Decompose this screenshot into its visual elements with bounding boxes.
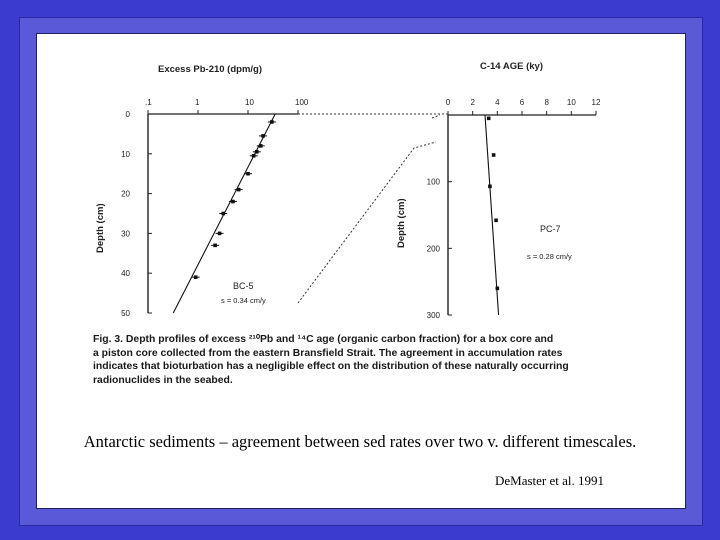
pb210-x-label: Excess Pb-210 (dpm/g) bbox=[158, 64, 263, 75]
c14-y-tick-label: 300 bbox=[426, 311, 440, 320]
c14-data-point bbox=[487, 117, 491, 121]
depth-connector-top bbox=[432, 115, 440, 118]
pb210-y-tick-label: 40 bbox=[121, 269, 130, 279]
c14-y-label: Depth (cm) bbox=[396, 198, 407, 248]
pb210-core-label: BC-5 bbox=[233, 281, 254, 291]
depth-connector-diagonal bbox=[298, 142, 436, 303]
pb210-y-label: Depth (cm) bbox=[95, 203, 106, 253]
pb210-x-ticks bbox=[145, 98, 309, 114]
c14-x-ticks bbox=[446, 98, 601, 115]
pb210-data-points bbox=[192, 120, 276, 279]
pb210-x-tick-label: 100 bbox=[295, 98, 309, 107]
chart-c14 bbox=[396, 61, 601, 320]
pb210-y-tick-label: 10 bbox=[121, 149, 130, 159]
slide-tagline: Antarctic sediments – agreement between sed rates over two v. different timescales. bbox=[83, 432, 637, 451]
pb210-rate-label: s = 0.34 cm/y bbox=[221, 296, 266, 305]
c14-x-tick-label: 0 bbox=[445, 98, 451, 107]
c14-data-points bbox=[487, 117, 499, 291]
c14-x-tick-label: 10 bbox=[566, 98, 576, 107]
caption-line: a piston core collected from the eastern Bransfield Strait. The agreement in accumulation rates bbox=[93, 347, 563, 359]
pb210-y-tick-label: 20 bbox=[121, 189, 130, 199]
c14-data-point bbox=[492, 153, 496, 157]
c14-x-tick-label: 6 bbox=[519, 98, 525, 107]
caption-line: indicates that bioturbation has a negligible effect on the distribution of these naturally occurring bbox=[93, 361, 569, 373]
pb210-x-tick-label: .1 bbox=[145, 98, 152, 107]
pb210-x-tick-label: 10 bbox=[245, 98, 254, 107]
c14-x-tick-label: 4 bbox=[495, 98, 500, 107]
pb210-y-tick-label: 0 bbox=[125, 110, 130, 119]
c14-y-tick-label: 100 bbox=[426, 177, 440, 187]
c14-fit-line bbox=[485, 115, 499, 315]
pb210-y-tick-label: 30 bbox=[121, 229, 130, 239]
pb210-x-tick-label: 1 bbox=[195, 98, 200, 107]
c14-x-tick-label: 12 bbox=[591, 98, 601, 107]
c14-x-tick-label: 2 bbox=[470, 98, 475, 107]
c14-rate-label: s = 0.28 cm/y bbox=[527, 252, 572, 261]
c14-y-tick-label: 200 bbox=[426, 244, 440, 254]
pb210-y-tick-label: 50 bbox=[121, 309, 130, 318]
c14-x-tick-label: 8 bbox=[544, 98, 549, 107]
pb210-fit-line bbox=[173, 114, 275, 313]
caption-line: Fig. 3. Depth profiles of excess ²¹⁰Pb and ¹⁴C age (organic carbon fraction) for a box core and bbox=[93, 334, 554, 345]
c14-data-point bbox=[494, 219, 498, 223]
citation-credit: DeMaster et al. 1991 bbox=[495, 473, 605, 488]
c14-x-label: C-14 AGE (ky) bbox=[480, 61, 543, 72]
caption-line: radionuclides in the seabed. bbox=[93, 374, 233, 386]
c14-core-label: PC-7 bbox=[540, 224, 561, 234]
chart-pb210 bbox=[95, 64, 309, 318]
figure-caption bbox=[93, 333, 623, 387]
